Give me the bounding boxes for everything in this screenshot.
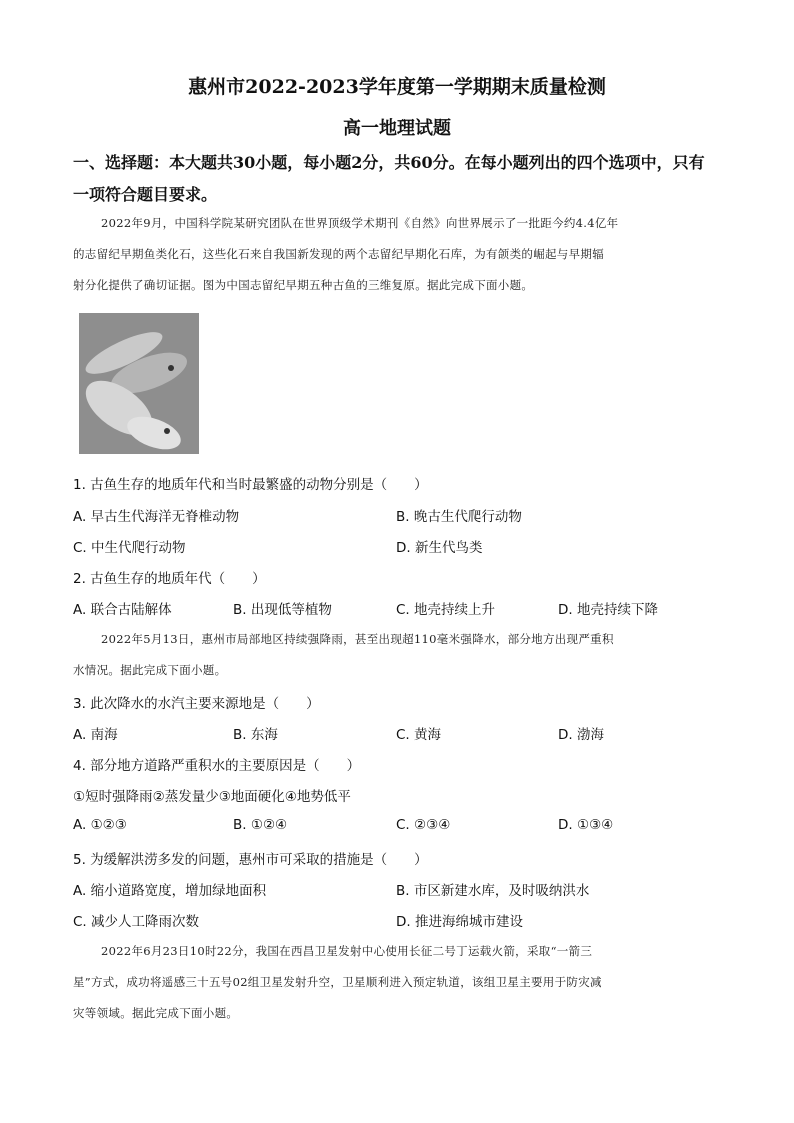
passage3-line: 星”方式，成功将遥感三十五号02组卫星发射升空，卫星顺利进入预定轨道，该组卫星主要用于防灾减: [73, 975, 602, 989]
passage1-line: 射分化提供了确切证据。图为中国志留纪早期五种古鱼的三维复原。据此完成下面小题。: [73, 278, 534, 292]
section-heading-line1: 一、选择题：本大题共30小题，每小题2分，共60分。在每小题列出的四个选项中，只有: [73, 153, 705, 172]
q3-stem: 3. 此次降水的水汽主要来源地是（ ）: [73, 696, 320, 712]
q2-option-d[interactable]: D. 地壳持续下降: [558, 602, 658, 618]
q5-option-d[interactable]: D. 推进海绵城市建设: [396, 914, 523, 930]
q4-option-c[interactable]: C. ②③④: [396, 817, 451, 833]
q1-option-b[interactable]: B. 晚古生代爬行动物: [396, 509, 522, 525]
q2-option-c[interactable]: C. 地壳持续上升: [396, 602, 496, 618]
q4-option-a[interactable]: A. ①②③: [73, 817, 127, 833]
q4-sub-items: ①短时强降雨②蒸发量少③地面硬化④地势低平: [73, 789, 351, 805]
q3-option-d[interactable]: D. 渤海: [558, 727, 604, 743]
q4-stem: 4. 部分地方道路严重积水的主要原因是（ ）: [73, 758, 361, 774]
q1-option-a[interactable]: A. 早古生代海洋无脊椎动物: [73, 509, 240, 525]
q4-option-b[interactable]: B. ①②④: [233, 817, 288, 833]
section-heading-line2: 一项符合题目要求。: [73, 185, 218, 204]
passage1-line: 的志留纪早期鱼类化石，这些化石来自我国新发现的两个志留纪早期化石库，为有颌类的崛起与早期辐: [73, 247, 604, 261]
passage3-line: 2022年6月23日10时22分，我国在西昌卫星发射中心使用长征二号丁运载火箭，采取“一箭三: [101, 944, 593, 958]
q5-option-b[interactable]: B. 市区新建水库，及时吸纳洪水: [396, 883, 590, 899]
passage2-line: 水情况。据此完成下面小题。: [73, 663, 227, 677]
passage2-line: 2022年5月13日，惠州市局部地区持续强降雨，甚至出现超110毫米强降水，部分地方出现严重积: [101, 632, 614, 646]
q2-stem: 2. 古鱼生存的地质年代（ ）: [73, 571, 266, 587]
q4-option-d[interactable]: D. ①③④: [558, 817, 614, 833]
q3-option-b[interactable]: B. 东海: [233, 727, 278, 743]
q5-stem: 5. 为缓解洪涝多发的问题，惠州市可采取的措施是（ ）: [73, 852, 428, 868]
q3-option-a[interactable]: A. 南海: [73, 727, 118, 743]
exam-title: 惠州市2022-2023学年度第一学期期末质量检测: [188, 76, 606, 98]
q2-option-b[interactable]: B. 出现低等植物: [233, 602, 332, 618]
passage1-line: 2022年9月，中国科学院某研究团队在世界顶级学术期刊《自然》向世界展示了一批距今约4.4亿年: [101, 216, 619, 230]
fossil-fish-image: [79, 313, 199, 454]
fossil-fish-illustration: [79, 313, 199, 454]
q3-option-c[interactable]: C. 黄海: [396, 727, 442, 743]
passage3-line: 灾等领域。据此完成下面小题。: [73, 1006, 239, 1020]
q2-option-a[interactable]: A. 联合古陆解体: [73, 602, 172, 618]
q5-option-a[interactable]: A. 缩小道路宽度，增加绿地面积: [73, 883, 267, 899]
q5-option-c[interactable]: C. 减少人工降雨次数: [73, 914, 200, 930]
q1-option-d[interactable]: D. 新生代鸟类: [396, 540, 483, 556]
exam-subtitle: 高一地理试题: [343, 118, 451, 139]
q1-option-c[interactable]: C. 中生代爬行动物: [73, 540, 186, 556]
q1-stem: 1. 古鱼生存的地质年代和当时最繁盛的动物分别是（ ）: [73, 477, 428, 493]
